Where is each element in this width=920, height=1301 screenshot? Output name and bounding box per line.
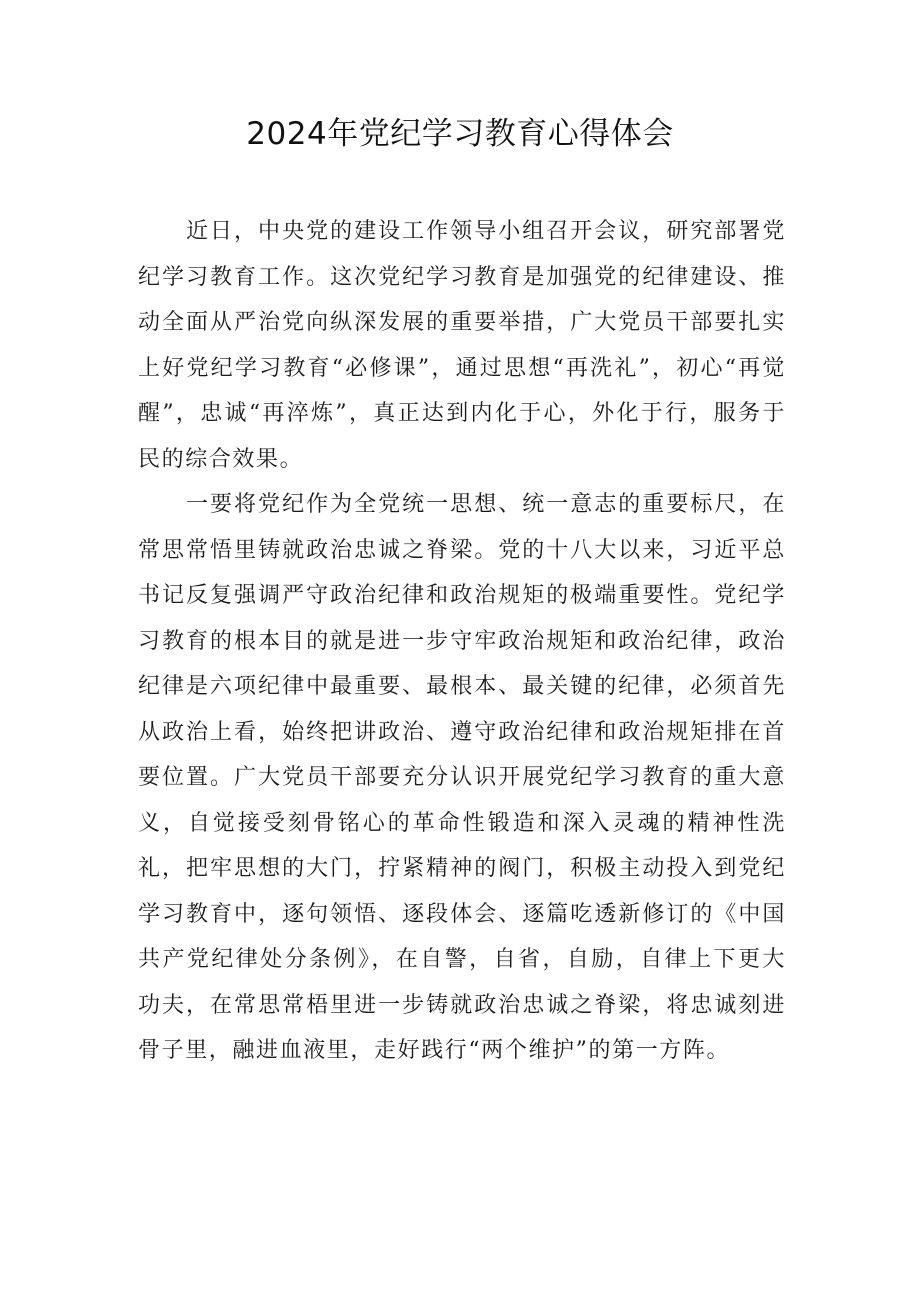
document-body xyxy=(138,209,786,1074)
paragraph-intro: 近日，中央党的建设工作领导小组召开会议，研究部署党纪学习教育工作。这次党纪学习教育是加强党的纪律建设、推动全面从严治党向纵深发展的重要举措，广大党员干部要扎实上好党纪学习教育“必修课”，通过思想“再洗礼”，初心“再觉醒”，忠诚“再淬炼”，真正达到内化于心，外化于行，服务于民的综合效果。 xyxy=(138,219,786,472)
document-title: 2024年党纪学习教育心得体会 xyxy=(246,116,674,152)
paragraph-point-one: 一要将党纪作为全党统一思想、统一意志的重要标尺，在常思常悟里铸就政治忠诚之脊梁。党的十八大以来，习近平总书记反复强调严守政治纪律和政治规矩的极端重要性。党纪学习教育的根本目的就是进一步守牢政治规矩和政治纪律，政治纪律是六项纪律中最重要、最根本、最关键的纪律，必须首先从政治上看，始终把讲政治、遵守政治纪律和政治规矩排在首要位置。广大党员干部要充分认识开展党纪学习教育的重大意义，自觉接受刻骨铭心的革命性锻造和深入灵魂的精神性洗礼，把牢思想的大门，拧紧精神的阀门，积极主动投入到党纪学习教育中，逐句领悟、逐段体会、逐篇吃透新修订的《中国共产党纪律处分条例》，在自警，自省，自励，自律上下更大功夫，在常思常梧里进一步铸就政治忠诚之脊梁，将忠诚刻进骨子里，融进血液里，走好践行“两个维护”的第一方阵。 xyxy=(138,492,786,1063)
